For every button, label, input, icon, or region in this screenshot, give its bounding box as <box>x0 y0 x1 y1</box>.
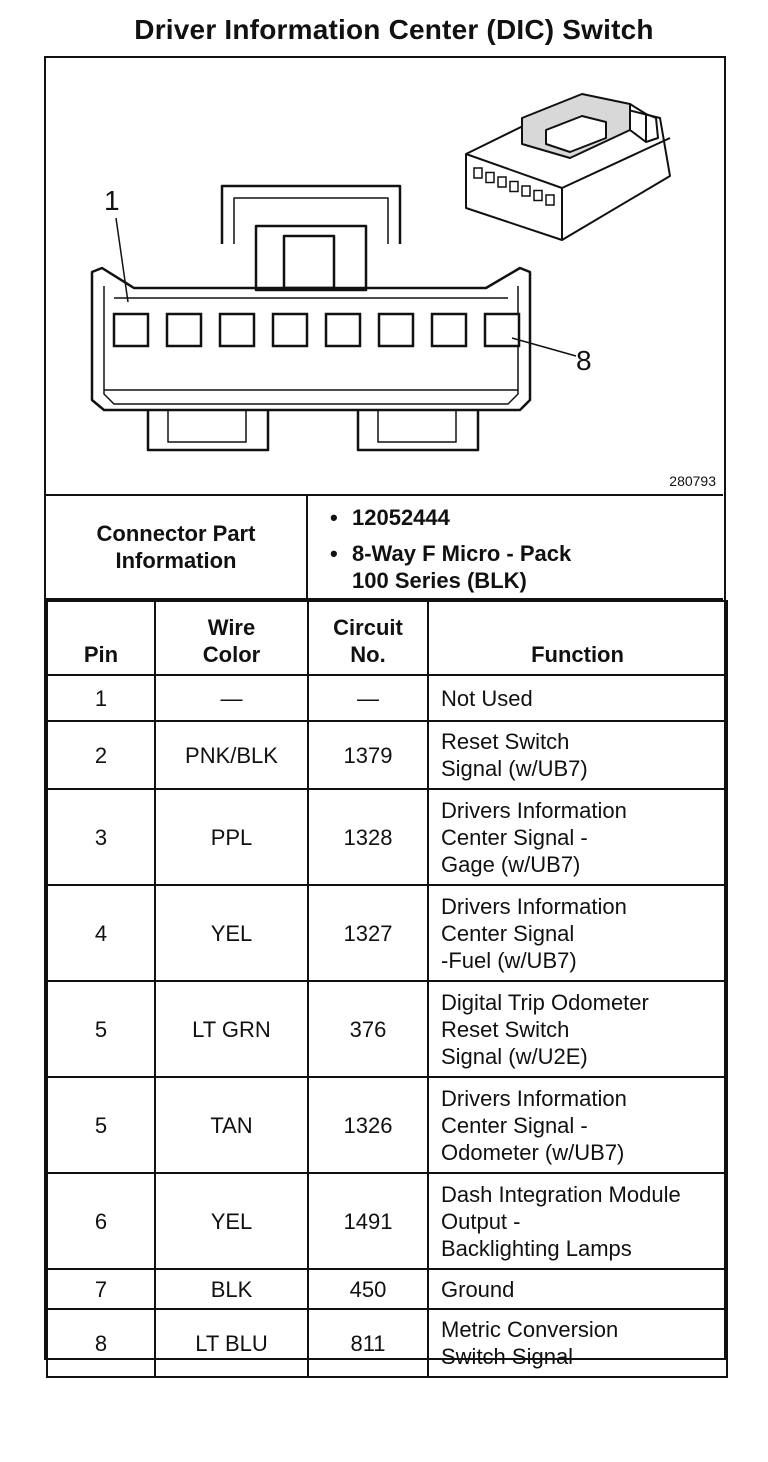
cell-pin: 2 <box>47 721 155 789</box>
part-number: • 12052444 <box>352 504 723 531</box>
function-line: Signal (w/UB7) <box>441 756 588 781</box>
function-line: -Fuel (w/UB7) <box>441 947 577 973</box>
sketch-cavity <box>546 195 554 205</box>
table-row <box>47 1309 727 1377</box>
cell-pin: 4 <box>47 885 155 981</box>
cell-pin: 7 <box>47 1269 155 1309</box>
connector-description-line2: 100 Series (BLK) <box>352 568 527 593</box>
connector-part-info <box>46 494 723 600</box>
cell-wire-color: YEL <box>155 1173 308 1269</box>
table-row <box>47 1077 727 1173</box>
table-row <box>47 1269 727 1309</box>
cell-function <box>428 1269 727 1309</box>
cell-function <box>428 721 727 789</box>
function-line: Backlighting Lamps <box>441 1235 632 1261</box>
function-line: Ground <box>441 1276 515 1302</box>
cell-circuit: — <box>308 675 428 721</box>
pin-1-callout: 1 <box>104 185 120 216</box>
sketch-cavity <box>510 182 518 192</box>
pin-cavity <box>167 314 201 346</box>
function-line: Odometer (w/UB7) <box>441 1139 625 1165</box>
table-row <box>47 1173 727 1269</box>
pinout-table <box>46 600 728 1378</box>
cell-pin: 8 <box>47 1309 155 1377</box>
cell-wire-color: YEL <box>155 885 308 981</box>
sketch-cavity <box>486 173 494 183</box>
cell-circuit: 1379 <box>308 721 428 789</box>
cell-function <box>428 981 727 1077</box>
cell-function <box>428 1309 727 1377</box>
connector-part-info-values <box>308 496 723 598</box>
page-title: Driver Information Center (DIC) Switch <box>134 14 654 45</box>
function-line: Reset Switch <box>441 729 570 754</box>
connector-sheet <box>44 56 726 1369</box>
function-line: Center Signal - <box>441 1112 588 1138</box>
cell-wire-color: — <box>155 675 308 721</box>
function-line: Dash Integration Module <box>441 1181 681 1207</box>
function-line: Output - <box>441 1208 521 1234</box>
function-line: Signal (w/U2E) <box>441 1043 588 1069</box>
function-line: Switch Signal <box>441 1344 574 1369</box>
table-row <box>47 675 727 721</box>
cell-wire-color: TAN <box>155 1077 308 1173</box>
pin-cavity <box>114 314 148 346</box>
function-line: Gage (w/UB7) <box>441 851 581 877</box>
connector-diagram <box>46 58 728 496</box>
table-row <box>47 789 727 885</box>
function-line: Drivers Information <box>441 1085 627 1111</box>
pin-cavity <box>326 314 360 346</box>
cell-circuit: 1327 <box>308 885 428 981</box>
cell-function <box>428 885 727 981</box>
table-row <box>47 885 727 981</box>
cell-wire-color: LT BLU <box>155 1309 308 1377</box>
connector-part-info-label: Connector Part Information <box>46 496 308 598</box>
table-row <box>47 981 727 1077</box>
pin-cavity <box>432 314 466 346</box>
header-circuit-no: Circuit No. <box>308 601 428 675</box>
sketch-cavity <box>498 177 506 187</box>
cell-wire-color: LT GRN <box>155 981 308 1077</box>
cell-pin: 1 <box>47 675 155 721</box>
table-header-row <box>47 601 727 675</box>
cell-circuit: 1491 <box>308 1173 428 1269</box>
cell-circuit: 1326 <box>308 1077 428 1173</box>
cell-function <box>428 675 727 721</box>
cell-function <box>428 789 727 885</box>
cell-circuit: 1328 <box>308 789 428 885</box>
function-line: Not Used <box>441 685 533 711</box>
sketch-cavity <box>474 168 482 178</box>
cell-function <box>428 1077 727 1173</box>
sketch-cavity <box>522 186 530 196</box>
table-row <box>47 721 727 789</box>
function-line: Center Signal - <box>441 824 588 850</box>
figure-number: 280793 <box>669 473 716 489</box>
cell-wire-color: PPL <box>155 789 308 885</box>
header-pin: Pin <box>47 601 155 675</box>
cell-function <box>428 1173 727 1269</box>
function-line: Reset Switch <box>441 1016 570 1042</box>
pin-8-callout: 8 <box>576 345 592 376</box>
cell-pin: 5 <box>47 1077 155 1173</box>
cell-wire-color: PNK/BLK <box>155 721 308 789</box>
pin-cavity <box>273 314 307 346</box>
cell-circuit: 811 <box>308 1309 428 1377</box>
connector-description <box>352 540 723 594</box>
cell-circuit: 376 <box>308 981 428 1077</box>
pinout-table-body <box>47 675 727 1377</box>
header-wire-color: Wire Color <box>155 601 308 675</box>
function-line: Digital Trip Odometer <box>441 989 649 1015</box>
pin-cavity <box>220 314 254 346</box>
function-line: Drivers Information <box>441 893 627 919</box>
header-function: Function <box>428 601 727 675</box>
connector-description-line1: 8-Way F Micro - Pack <box>352 541 572 566</box>
cell-circuit: 450 <box>308 1269 428 1309</box>
pin-cavity <box>485 314 519 346</box>
cell-wire-color: BLK <box>155 1269 308 1309</box>
sketch-cavity <box>534 191 542 201</box>
function-line: Center Signal <box>441 920 575 946</box>
connector-perspective-sketch <box>466 94 670 240</box>
function-line: Drivers Information <box>441 797 627 823</box>
cell-pin: 3 <box>47 789 155 885</box>
cell-pin: 5 <box>47 981 155 1077</box>
function-line: Metric Conversion <box>441 1317 619 1342</box>
pin-cavity <box>379 314 413 346</box>
cell-pin: 6 <box>47 1173 155 1269</box>
